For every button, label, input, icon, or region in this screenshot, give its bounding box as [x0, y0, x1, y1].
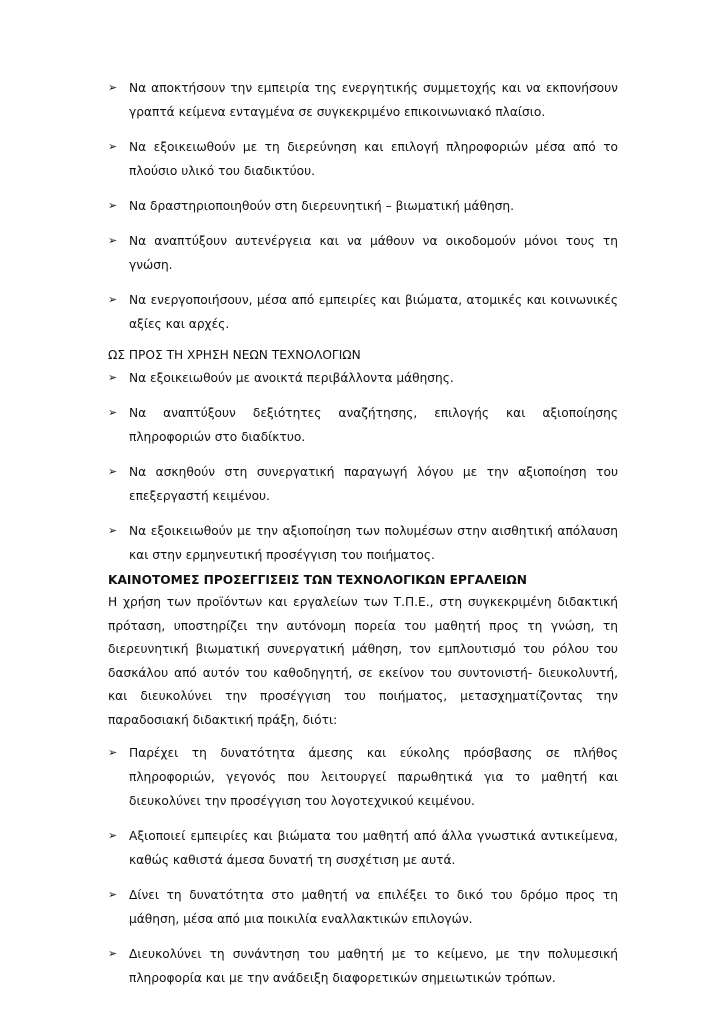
- arrow-bullet-icon: ➢: [108, 81, 118, 94]
- list-item: ➢ Να εξοικειωθούν με την αξιοποίηση των πολυμέσων στην αισθητική απόλαυση και στην ερμηνευτική προσέγγιση του ποιήματος.: [108, 519, 618, 567]
- arrow-bullet-icon: ➢: [108, 199, 118, 212]
- list-item: ➢ Να αποκτήσουν την εμπειρία της ενεργητικής συμμετοχής και να εκπονήσουν γραπτά κείμενα ενταγμένα σε συγκεκριμένο επικοινωνιακό πλαίσιο.: [108, 76, 618, 124]
- list-item: ➢ Να εξοικειωθούν με τη διερεύνηση και επιλογή πληροφοριών μέσα από το πλούσιο υλικό του διαδικτύου.: [108, 135, 618, 183]
- arrow-bullet-icon: ➢: [108, 888, 118, 901]
- list-item: ➢ Να αναπτύξουν αυτενέργεια και να μάθουν να οικοδομούν μόνοι τους τη γνώση.: [108, 229, 618, 277]
- list-item: ➢ Διευκολύνει τη συνάντηση του μαθητή με το κείμενο, με την πολυμεσική πληροφορία και με την ανάδειξη διαφορετικών σημειωτικών τρόπων.: [108, 942, 618, 990]
- innovative-bullet-list: [108, 741, 618, 990]
- list-item: ➢ Αξιοποιεί εμπειρίες και βιώματα του μαθητή από άλλα γνωστικά αντικείμενα, καθώς καθιστά άμεσα δυνατή τη συσχέτιση με αυτά.: [108, 824, 618, 872]
- arrow-bullet-icon: ➢: [108, 947, 118, 960]
- list-item: ➢ Να ενεργοποιήσουν, μέσα από εμπειρίες και βιώματα, ατομικές και κοινωνικές αξίες και αρχές.: [108, 288, 618, 336]
- arrow-bullet-icon: ➢: [108, 406, 118, 419]
- arrow-bullet-icon: ➢: [108, 524, 118, 537]
- tech-section-heading: ΩΣ ΠΡΟΣ ΤΗ ΧΡΗΣΗ ΝΕΩΝ ΤΕΧΝΟΛΟΓΙΩΝ: [108, 348, 361, 362]
- intro-bullet-list: [108, 76, 618, 336]
- list-item: ➢ Δίνει τη δυνατότητα στο μαθητή να επιλέξει το δικό του δρόμο προς τη μάθηση, μέσα από μια ποικιλία εναλλακτικών επιλογών.: [108, 883, 618, 931]
- arrow-bullet-icon: ➢: [108, 234, 118, 247]
- tech-bullet-list: [108, 366, 618, 567]
- arrow-bullet-icon: ➢: [108, 140, 118, 153]
- arrow-bullet-icon: ➢: [108, 293, 118, 306]
- list-item: ➢ Παρέχει τη δυνατότητα άμεσης και εύκολης πρόσβασης σε πλήθος πληροφοριών, γεγονός που λειτουργεί παρωθητικά για το μαθητή και διευκολύνει την προσέγγιση του λογοτεχνικού κειμένου.: [108, 741, 618, 813]
- list-item: ➢ Να αναπτύξουν δεξιότητες αναζήτησης, επιλογής και αξιοποίησης πληροφοριών στο διαδίκτυο.: [108, 401, 618, 449]
- arrow-bullet-icon: ➢: [108, 371, 118, 384]
- arrow-bullet-icon: ➢: [108, 746, 118, 759]
- list-item: ➢ Να εξοικειωθούν με ανοικτά περιβάλλοντα μάθησης.: [108, 366, 618, 390]
- list-item: ➢ Να δραστηριοποιηθούν στη διερευνητική – βιωματική μάθηση.: [108, 194, 618, 218]
- document-page: [108, 76, 618, 1001]
- innovative-paragraph: Η χρήση των προϊόντων και εργαλείων των Τ.Π.Ε., στη συγκεκριμένη διδακτική πρόταση, υποστηρίζει την αυτόνομη πορεία του μαθητή προς τη γνώση, τη διερευνητική βιωματική συνεργατική μάθηση, τον εμπλουτισμό του ρόλου του δασκάλου από αυτόν του καθοδηγητή, σε εκείνον του συντονιστή- διευκολυντή, και διευκολύνει την προσέγγιση του ποιήματος, μετασχηματίζοντας την παραδοσιακή διδακτική πράξη, διότι:: [108, 595, 618, 727]
- list-item: ➢ Να ασκηθούν στη συνεργατική παραγωγή λόγου με την αξιοποίηση του επεξεργαστή κειμένου.: [108, 460, 618, 508]
- arrow-bullet-icon: ➢: [108, 829, 118, 842]
- arrow-bullet-icon: ➢: [108, 465, 118, 478]
- innovative-section-heading: ΚΑΙΝΟΤΟΜΕΣ ΠΡΟΣΕΓΓΙΣΕΙΣ ΤΩΝ ΤΕΧΝΟΛΟΓΙΚΩΝ ΕΡΓΑΛΕΙΩΝ: [108, 573, 527, 587]
